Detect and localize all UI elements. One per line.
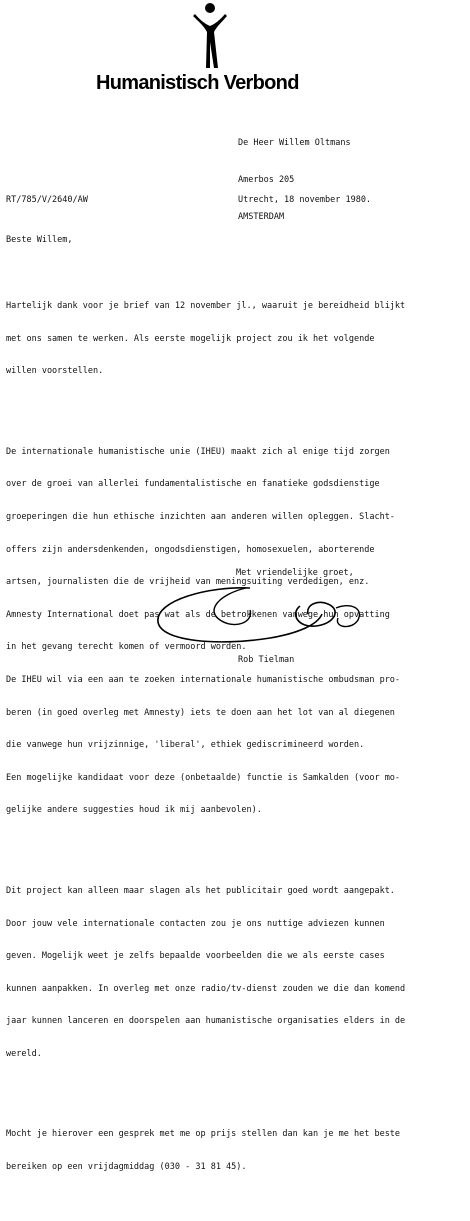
closing-line: Met vriendelijke groet,	[236, 568, 354, 578]
body-line: geven. Mogelijk weet je zelfs bepaalde voorbeelden die we als eerste cases	[6, 951, 385, 962]
reference-number: RT/785/V/2640/AW	[6, 195, 88, 205]
body-line: Dit project kan alleen maar slagen als het publicitair goed wordt aangepakt.	[6, 885, 395, 896]
body-line: groeperingen die hun ethische inzichten aan anderen willen opleggen. Slacht-	[6, 511, 395, 522]
letter-body	[6, 257, 468, 1221]
body-line: bereiken op een vrijdagmiddag (030 - 31 81 45).	[6, 1162, 247, 1173]
body-line: kunnen aanpakken. In overleg met onze radio/tv-dienst zouden we die dan komend	[6, 983, 406, 994]
body-line: De internationale humanistische unie (IHEU) maakt zich al enige tijd zorgen	[6, 446, 390, 457]
body-line: Hartelijk dank voor je brief van 12 november jl., waaruit je bereidheid blijkt	[6, 301, 406, 311]
body-line: Amnesty International doet pas wat als de betrokkenen vanwege hun opvatting	[6, 609, 390, 620]
body-line: willen voorstellen.	[6, 366, 104, 377]
body-line: De IHEU wil via een aan te zoeken internationale humanistische ombudsman pro-	[6, 674, 401, 685]
body-line: Door jouw vele internationale contacten zou je ons nuttige adviezen kunnen	[6, 918, 385, 929]
paragraph-1	[6, 279, 468, 399]
body-line: over de groei van allerlei fundamentalistische en fanatieke godsdienstige	[6, 479, 380, 490]
body-line: gelijke andere suggesties houd ik mij aanbevolen).	[6, 805, 262, 816]
recipient-name: De Heer Willem Oltmans	[238, 138, 351, 148]
body-line: met ons samen te werken. Als eerste mogelijk project zou ik het volgende	[6, 333, 375, 344]
body-line: in het gevang terecht komen of vermoord worden.	[6, 642, 247, 653]
body-line: beren (in goed overleg met Amnesty) iets te doen aan het lot van al diegenen	[6, 707, 395, 718]
body-line: wereld.	[6, 1048, 42, 1059]
body-line: Mocht je hierover een gesprek met me op prijs stellen dan kan je me het beste	[6, 1129, 401, 1140]
handwritten-signature	[150, 580, 380, 650]
signer-name: Rob Tielman	[238, 655, 295, 665]
date-line: Utrecht, 18 november 1980.	[238, 195, 372, 205]
paragraph-4	[6, 1107, 468, 1194]
body-line: jaar kunnen lanceren en doorspelen aan humanistische organisaties elders in de	[6, 1016, 406, 1027]
recipient-city: AMSTERDAM	[238, 212, 285, 222]
recipient-address	[238, 116, 351, 245]
salutation: Beste Willem,	[6, 235, 73, 245]
body-line: die vanwege hun vrijzinnige, 'liberal', ethiek gediscrimineerd worden.	[6, 740, 365, 751]
body-line: Een mogelijke kandidaat voor deze (onbetaalde) functie is Samkalden (voor mo-	[6, 772, 401, 783]
paragraph-3	[6, 864, 468, 1082]
humanist-figure-icon	[190, 2, 230, 72]
organization-name: Humanistisch Verbond	[96, 72, 299, 94]
body-line: artsen, journalisten die de vrijheid van meningsuiting verdedigen, enz.	[6, 577, 370, 588]
recipient-street: Amerbos 205	[238, 175, 295, 185]
body-line: offers zijn andersdenkenden, ongodsdienstigen, homosexuelen, aborterende	[6, 544, 375, 555]
